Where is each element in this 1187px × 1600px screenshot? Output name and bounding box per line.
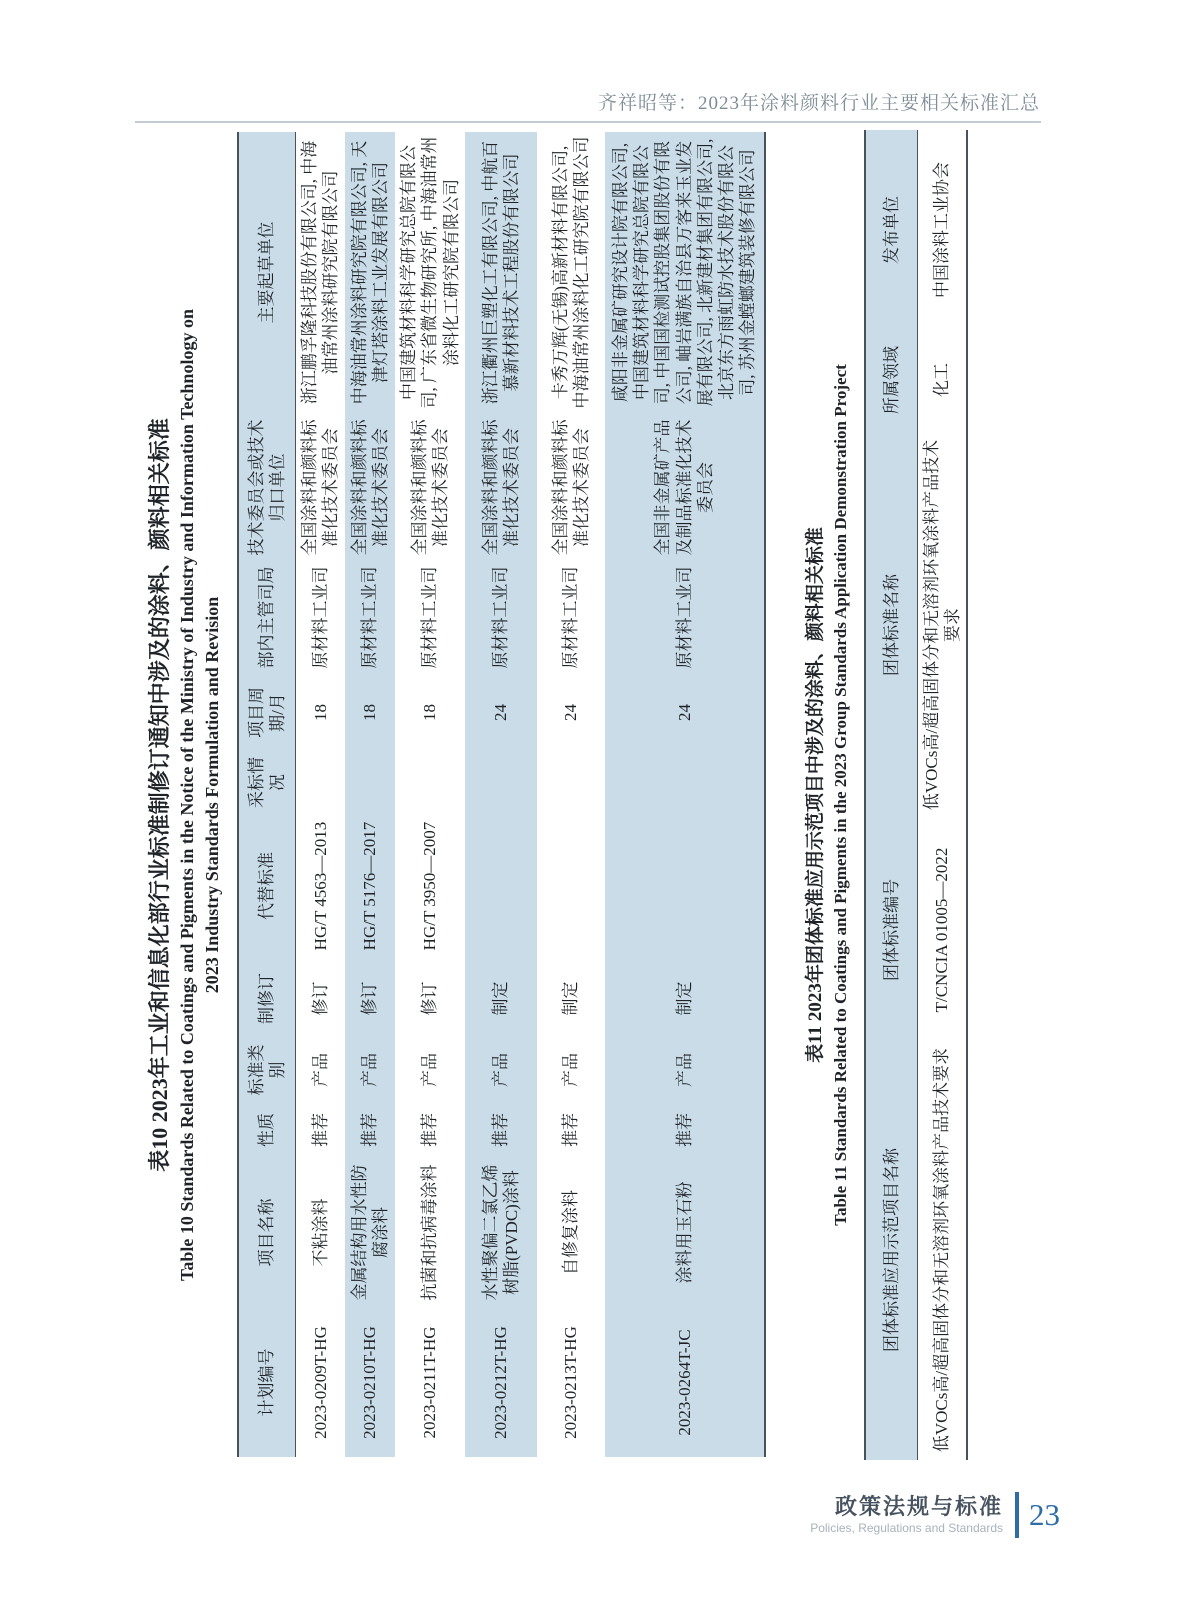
table11-cell: 化工	[932, 363, 952, 397]
table10-row	[295, 133, 345, 1458]
table10-cell	[465, 813, 537, 960]
footer-section-cn: 政策法规与标准	[834, 1494, 1003, 1519]
table10-row	[537, 133, 605, 1458]
table11-header-cell: 发布单位	[865, 130, 917, 330]
table10	[237, 133, 766, 1458]
table10-header-cell: 项目名称	[238, 1158, 295, 1308]
table11-row	[917, 130, 967, 1460]
table10-cell: 全国涂料和颜料标准化技术委员会	[345, 413, 395, 563]
table11-header-cell: 团体标准名称	[865, 430, 917, 820]
table10-cell: 推荐	[310, 1113, 330, 1147]
table10-cell	[537, 813, 605, 960]
table11-header-cell: 团体标准应用示范项目名称	[865, 1040, 917, 1460]
table10-row	[465, 133, 537, 1458]
table11-header-cell: 团体标准编号	[865, 820, 917, 1040]
table10-cell: 修订	[345, 960, 395, 1038]
table10-cell: 原材料工业司	[561, 566, 581, 669]
table10-cell: 不粘涂料	[310, 1198, 330, 1267]
table10-row	[605, 133, 765, 1458]
table10-cell: 全国非金属矿产品及制品标准化技术委员会	[605, 413, 765, 563]
table10-header-cell: 制修订	[238, 960, 295, 1038]
table10-cell: 18	[310, 704, 330, 721]
table10-header-cell: 项目周期/月	[238, 673, 295, 753]
table10-cell: 产品	[605, 1038, 765, 1103]
table10-cell: 制定	[561, 981, 581, 1016]
table10-cell: HG/T 5176—2017	[345, 813, 395, 960]
table10-cell: 产品	[345, 1038, 395, 1103]
running-header: 齐祥昭等：2023年涂料颜料行业主要相关标准汇总	[597, 93, 1040, 114]
table10-header-cell: 计划编号	[238, 1308, 295, 1458]
table10-header-row	[238, 133, 295, 1458]
table10-cell	[605, 813, 765, 960]
table10-cell: 涂料用玉石粉	[605, 1158, 765, 1308]
table10-header-cell: 部内主管司局	[238, 563, 295, 673]
table10-cell: 制定	[465, 960, 537, 1038]
table10-cell: 产品	[310, 1053, 330, 1087]
table10-cell: 24	[561, 704, 581, 721]
table10-cell: 24	[465, 673, 537, 753]
table11-title-en: Table 11 Standards Related to Coatings and Pigments in the 2023 Group Standards Application Demonstration Project	[831, 364, 850, 1226]
table11-header-cell: 所属领域	[865, 330, 917, 430]
table10-cell: 抗菌和抗病毒涂料	[420, 1164, 440, 1301]
table10-row	[395, 133, 465, 1458]
table10-cell: 原材料工业司	[345, 563, 395, 673]
table10-cell: 浙江衢州巨塑化工有限公司, 中航百慕新材料技术工程股份有限公司	[465, 133, 537, 413]
table10-cell: 咸阳非金属矿研究设计院有限公司, 中国建筑材料科学研究总院有限公司, 中国国检测试控股集团股份有限公司, 岫岩满族自治县万客来玉业发展有限公司, 北新建材集团有限公司, 北京东方雨虹防水技术股份有限公司, 苏州金螳螂建筑装修有限公司	[605, 133, 765, 413]
table10-cell: 卡秀万辉(无锡)高新材料有限公司, 中海油常州涂料化工研究院有限公司	[550, 136, 591, 409]
table10-cell: 推荐	[561, 1113, 581, 1147]
table11-header-row	[865, 130, 917, 1460]
table10-header-cell: 采标情况	[238, 753, 295, 813]
table10-cell: 中国建筑材料科学研究总院有限公司, 广东省微生物研究所, 中海油常州涂料化工研究院有限公司	[399, 136, 461, 409]
table10-cell: 18	[420, 704, 440, 721]
table10-title-cn: 表10 2023年工业和信息化部行业标准制修订通知中涉及的涂料、颜料相关标准	[147, 418, 172, 1172]
table10-cell: 原材料工业司	[605, 563, 765, 673]
header-rule	[135, 121, 1041, 123]
table10-cell: 2023-0209T-HG	[310, 1326, 330, 1439]
table10-cell	[605, 753, 765, 813]
table10-header-cell: 性质	[238, 1103, 295, 1158]
table10-title-en-line2: 2023 Industry Standards Formulation and Revision	[202, 596, 222, 994]
table10-cell: 中海油常州涂料研究院有限公司, 天津灯塔涂料工业发展有限公司	[345, 133, 395, 413]
table10-header-cell: 代替标准	[238, 813, 295, 960]
table10-header-cell: 主要起草单位	[238, 133, 295, 413]
table10-cell	[537, 753, 605, 813]
page-footer	[810, 1492, 1060, 1538]
table10-cell: 2023-0213T-HG	[561, 1326, 581, 1439]
table10-cell: 全国涂料和颜料标准化技术委员会	[409, 419, 450, 556]
table10-cell: 18	[345, 673, 395, 753]
table10-title-en-line1: Table 10 Standards Related to Coatings and Pigments in the Notice of the Ministry of Industry and Information Technology on	[177, 309, 197, 1281]
table11-cell: 低VOCs高/超高固体分和无溶剂环氧涂料产品技术要求	[921, 439, 962, 811]
table10-cell: 产品	[465, 1038, 537, 1103]
table10-cell: 全国涂料和颜料标准化技术委员会	[465, 413, 537, 563]
table10-cell: 推荐	[465, 1103, 537, 1158]
table11	[864, 130, 968, 1460]
table10-row	[345, 133, 395, 1458]
table11-cell: 中国涂料工业协会	[932, 162, 952, 298]
table11-rotated-block	[799, 130, 968, 1460]
table10-cell: 水性聚偏二氯乙烯树脂(PVDC)涂料	[465, 1158, 537, 1308]
table10-cell: 推荐	[605, 1103, 765, 1158]
table10-cell: 2023-0212T-HG	[465, 1308, 537, 1458]
table10-cell: 产品	[561, 1053, 581, 1087]
table10-cell: 原材料工业司	[310, 566, 330, 669]
table10-cell	[295, 753, 345, 813]
table10-cell: 推荐	[345, 1103, 395, 1158]
table10-cell: 2023-0210T-HG	[345, 1308, 395, 1458]
table10-cell: 全国涂料和颜料标准化技术委员会	[550, 419, 591, 556]
table10-cell	[345, 753, 395, 813]
table10-header-cell: 技术委员会或技术归口单位	[238, 413, 295, 563]
table11-title-cn: 表11 2023年团体标准应用示范项目中涉及的涂料、颜料相关标准	[805, 527, 826, 1063]
table10-cell: 全国涂料和颜料标准化技术委员会	[300, 419, 341, 556]
table10-cell: 原材料工业司	[465, 563, 537, 673]
table10-rotated-block	[137, 130, 766, 1460]
table10-cell: 自修复涂料	[561, 1190, 581, 1275]
footer-divider-bar	[1015, 1492, 1019, 1538]
table10-cell: HG/T 4563—2013	[310, 821, 330, 951]
table11-cell: 低VOCs高/超高固体分和无溶剂环氧涂料产品技术要求	[932, 1047, 952, 1453]
table10-cell: 修订	[310, 981, 330, 1016]
page-number: 23	[1029, 1497, 1060, 1532]
table10-cell	[395, 753, 465, 813]
table10-cell: 推荐	[420, 1113, 440, 1147]
table10-cell: HG/T 3950—2007	[420, 821, 440, 951]
table10-cell: 修订	[420, 981, 440, 1016]
footer-section-en: Policies, Regulations and Standards	[810, 1521, 1003, 1535]
table10-cell: 浙江鹏孚隆科技股份有限公司, 中海油常州涂料研究院有限公司	[300, 140, 341, 405]
table10-cell: 2023-0264T-JC	[605, 1308, 765, 1458]
table10-cell: 制定	[605, 960, 765, 1038]
table10-cell: 原材料工业司	[420, 566, 440, 669]
table11-cell: T/CNCIA 01005—2022	[932, 847, 952, 1013]
table10-cell: 24	[605, 673, 765, 753]
table10-cell	[465, 753, 537, 813]
table10-header-cell: 标准类别	[238, 1038, 295, 1103]
table10-cell: 金属结构用水性防腐涂料	[345, 1158, 395, 1308]
table10-cell: 产品	[420, 1053, 440, 1087]
footer-section-title	[810, 1494, 1003, 1536]
table10-cell: 2023-0211T-HG	[420, 1326, 440, 1439]
